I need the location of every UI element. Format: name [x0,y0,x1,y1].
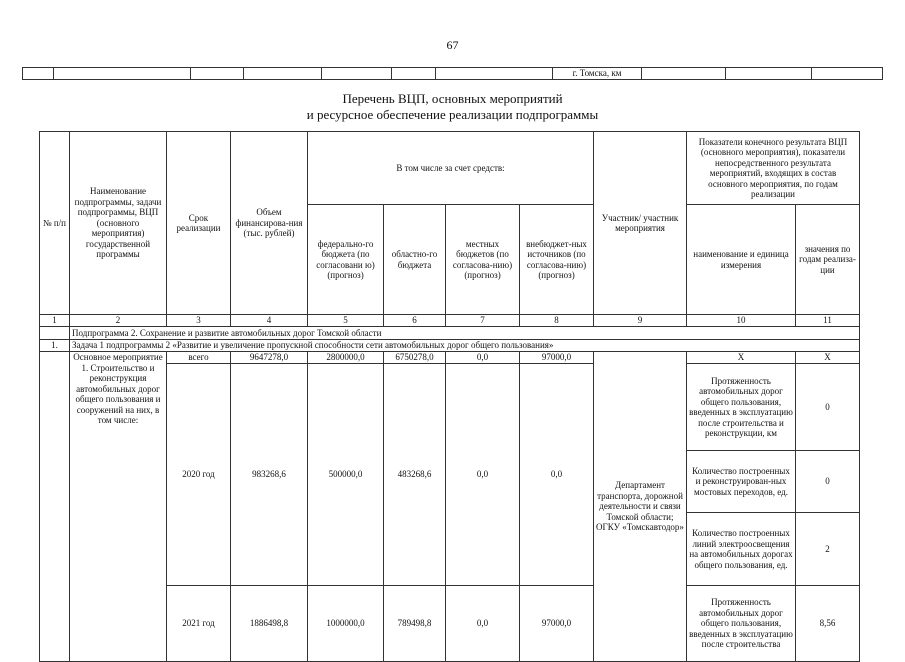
subprogram-title: Подпрограмма 2. Сохранение и развитие автомобильных дорог Томской области [70,327,860,340]
col-number: 11 [796,315,860,327]
header-participant: Участник/ участник мероприятия [594,132,687,315]
col-number: 5 [308,315,384,327]
task-number: 1. [40,340,70,352]
title-line-1: Перечень ВЦП, основных мероприятий [342,91,563,106]
task-title: Задача 1 подпрограммы 2 «Развитие и увеличение пропускной способности сети автомобильных дорог общего пользования» [70,340,860,352]
indicator-name: Протяженность автомобильных дорог общего пользования, введенных в эксплуатацию после строительства [687,586,796,662]
col-number: 4 [231,315,308,327]
federal-2021: 1000000,0 [308,586,384,662]
header-local: местных бюджетов (по согласова-нию) (прогноз) [446,205,520,315]
col-number: 3 [167,315,231,327]
total-extra: 97000,0 [520,352,594,364]
col-number: 9 [594,315,687,327]
indicator-value: 8,56 [796,586,860,662]
header-indicators: Показатели конечного результата ВЦП (основного мероприятия), показатели непосредственного результата мероприятий, входящих в состав основного мероприятия, по годам реализации [687,132,860,205]
local-2021: 0,0 [446,586,520,662]
col-number: 6 [384,315,446,327]
activity-name: Основное мероприятие 1. Строительство и реконструкция автомобильных дорог общего пользования и сооружений на них, в том числе: [70,352,167,662]
title-line-2: и ресурсное обеспечение реализации подпрограммы [306,107,599,122]
volume-2020: 983268,6 [231,364,308,586]
header-indicator-values: значения по годам реализа-ции [796,205,860,315]
header-extra: внебюджет-ных источников (по согласова-нию) (прогноз) [520,205,594,315]
subprogram-row [40,327,860,340]
column-numbers-row [40,315,860,327]
header-indicator-name: наименование и единица измерения [687,205,796,315]
total-term: всего [167,352,231,364]
header-regional: областно-го бюджета [384,205,446,315]
regional-2021: 789498,8 [384,586,446,662]
header-including: В том числе за счет средств: [308,132,594,205]
term-2020: 2020 год [167,364,231,586]
prev-row-text: г. Томска, км [553,68,642,80]
extra-2021: 97000,0 [520,586,594,662]
regional-2020: 483268,6 [384,364,446,586]
page-number: 67 [446,38,459,52]
header-name: Наименование подпрограммы, задачи подпрограммы, ВЦП (основного мероприятия) государственной программы [70,132,167,315]
total-indicator-value: Х [796,352,860,364]
local-2020: 0,0 [446,364,520,586]
header-num: № п/п [40,132,70,315]
task-row [40,340,860,352]
header-volume: Объем финансирова-ния (тыс. рублей) [231,132,308,315]
total-federal: 2800000,0 [308,352,384,364]
header-federal: федерально-го бюджета (по согласовани ю) (прогноз) [308,205,384,315]
document-title [0,91,905,123]
total-volume: 9647278,0 [231,352,308,364]
extra-2020: 0,0 [520,364,594,586]
col-number: 8 [520,315,594,327]
indicator-name: Протяженность автомобильных дорог общего пользования, введенных в эксплуатацию после строительства и реконструкции, км [687,364,796,451]
total-indicator-name: Х [687,352,796,364]
total-row [40,352,860,364]
activity-participant: Департамент транспорта, дорожной деятельности и связи Томской области; ОГКУ «Томскавтодор» [594,352,687,662]
total-regional: 6750278,0 [384,352,446,364]
total-local: 0,0 [446,352,520,364]
indicator-value: 2 [796,513,860,586]
header-term: Срок реализации [167,132,231,315]
previous-table-tail [22,67,883,80]
indicator-name: Количество построенных и реконструирован-ных мостовых переходов, ед. [687,451,796,513]
term-2021: 2021 год [167,586,231,662]
col-number: 7 [446,315,520,327]
indicator-value: 0 [796,451,860,513]
federal-2020: 500000,0 [308,364,384,586]
activities-table [39,131,860,662]
col-number: 2 [70,315,167,327]
volume-2021: 1886498,8 [231,586,308,662]
col-number: 10 [687,315,796,327]
indicator-value: 0 [796,364,860,451]
col-number: 1 [40,315,70,327]
indicator-name: Количество построенных линий электроосвещения на автомобильных дорогах общего пользования, ед. [687,513,796,586]
